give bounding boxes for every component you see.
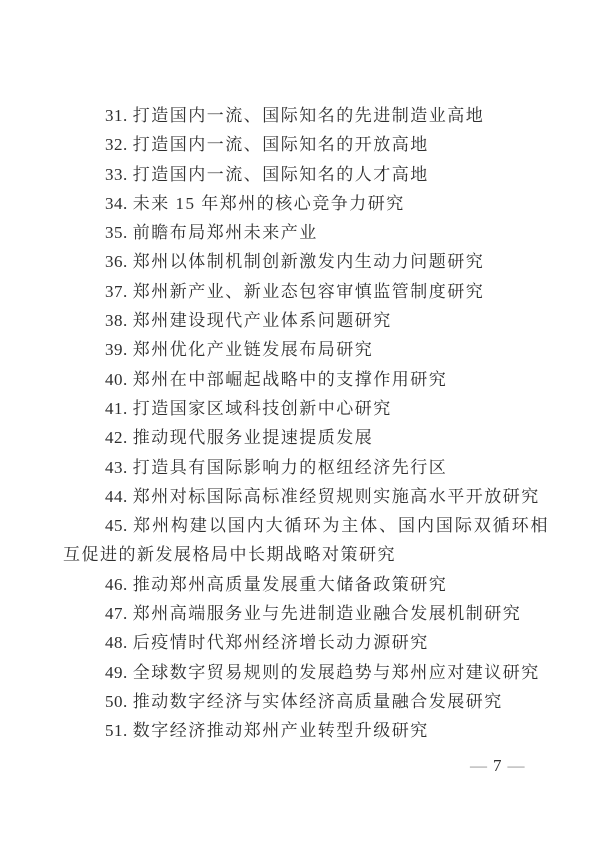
list-item-text: 全球数字贸易规则的发展趋势与郑州应对建议研究: [132, 662, 540, 682]
list-item-text: 打造具有国际影响力的枢纽经济先行区: [132, 457, 448, 477]
list-item: [63, 160, 549, 189]
list-item: [63, 247, 549, 276]
list-item-text: 打造国内一流、国际知名的开放高地: [132, 135, 429, 155]
list-item-text: 郑州以体制机制创新激发内生动力问题研究: [132, 252, 485, 272]
list-item-text: 郑州优化产业链发展布局研究: [132, 340, 374, 360]
list-item-number: 32.: [105, 135, 128, 155]
list-item-number: 43.: [105, 457, 128, 477]
list-item: [63, 482, 549, 511]
page-number-right-dash: —: [507, 756, 525, 775]
list-item-text: 打造国内一流、国际知名的人才高地: [132, 164, 429, 184]
list-item: [63, 189, 549, 218]
list-item-number: 47.: [105, 604, 128, 624]
list-item-text: 未来 15 年郑州的核心竞争力研究: [132, 193, 405, 213]
list-item: [63, 277, 549, 306]
list-item-number: 37.: [105, 281, 128, 301]
list-item: [63, 716, 549, 745]
list-item: [63, 453, 549, 482]
list-item-text: 推动数字经济与实体经济高质量融合发展研究: [132, 691, 503, 711]
list-item-text: 郑州高端服务业与先进制造业融合发展机制研究: [132, 604, 522, 624]
list-item-text: 打造国家区域科技创新中心研究: [132, 398, 392, 418]
list-item-number: 48.: [105, 633, 128, 653]
list-item-text: 郑州建设现代产业体系问题研究: [132, 311, 392, 331]
list-item-number: 35.: [105, 223, 128, 243]
page-number-value: 7: [493, 756, 502, 775]
list-item: [63, 130, 549, 159]
list-item-number: 38.: [105, 311, 128, 331]
list-item: [63, 394, 549, 423]
list-item: [63, 658, 549, 687]
list-item-number: 40.: [105, 369, 128, 389]
list-item: [63, 306, 549, 335]
list-item-number: 46.: [105, 574, 128, 594]
list-item-number: 45.: [105, 516, 128, 536]
page-number: [470, 756, 525, 776]
list-item-text: 郑州对标国际高标准经贸规则实施高水平开放研究: [132, 486, 540, 506]
list-item-number: 42.: [105, 428, 128, 448]
list-item-number: 50.: [105, 691, 128, 711]
list-item-number: 33.: [105, 164, 128, 184]
list-item-text: 前瞻布局郑州未来产业: [132, 223, 318, 243]
list-item-number: 41.: [105, 398, 128, 418]
list-item: [63, 570, 549, 599]
list-item: [63, 365, 549, 394]
list-item: [63, 599, 549, 628]
list-item-number: 39.: [105, 340, 128, 360]
list-item-text: 后疫情时代郑州经济增长动力源研究: [132, 633, 429, 653]
list-item: [63, 423, 549, 452]
list-item-text: 郑州构建以国内大循环为主体、国内国际双循环相互促进的新发展格局中长期战略对策研究: [63, 516, 549, 565]
list-item: [63, 628, 549, 657]
list-item-number: 44.: [105, 486, 128, 506]
list-item-number: 51.: [105, 721, 128, 741]
list-item-number: 31.: [105, 106, 128, 125]
list-item-text: 推动现代服务业提速提质发展: [132, 428, 374, 448]
list-item-text: 打造国内一流、国际知名的先进制造业高地: [132, 106, 485, 125]
list-item-text: 推动郑州高质量发展重大储备政策研究: [132, 574, 448, 594]
list-item-text: 郑州在中部崛起战略中的支撑作用研究: [132, 369, 448, 389]
list-item: [63, 335, 549, 364]
list-item: [63, 511, 549, 570]
list-item-number: 49.: [105, 662, 128, 682]
list-item-text: 数字经济推动郑州产业转型升级研究: [132, 721, 429, 741]
list-item-number: 34.: [105, 193, 128, 213]
list-item: [63, 218, 549, 247]
list-item: [63, 101, 549, 130]
page-number-left-dash: —: [470, 756, 487, 775]
list-item: [63, 687, 549, 716]
list-item-number: 36.: [105, 252, 128, 272]
list-item-text: 郑州新产业、新业态包容审慎监管制度研究: [132, 281, 485, 301]
numbered-list: [63, 101, 549, 746]
